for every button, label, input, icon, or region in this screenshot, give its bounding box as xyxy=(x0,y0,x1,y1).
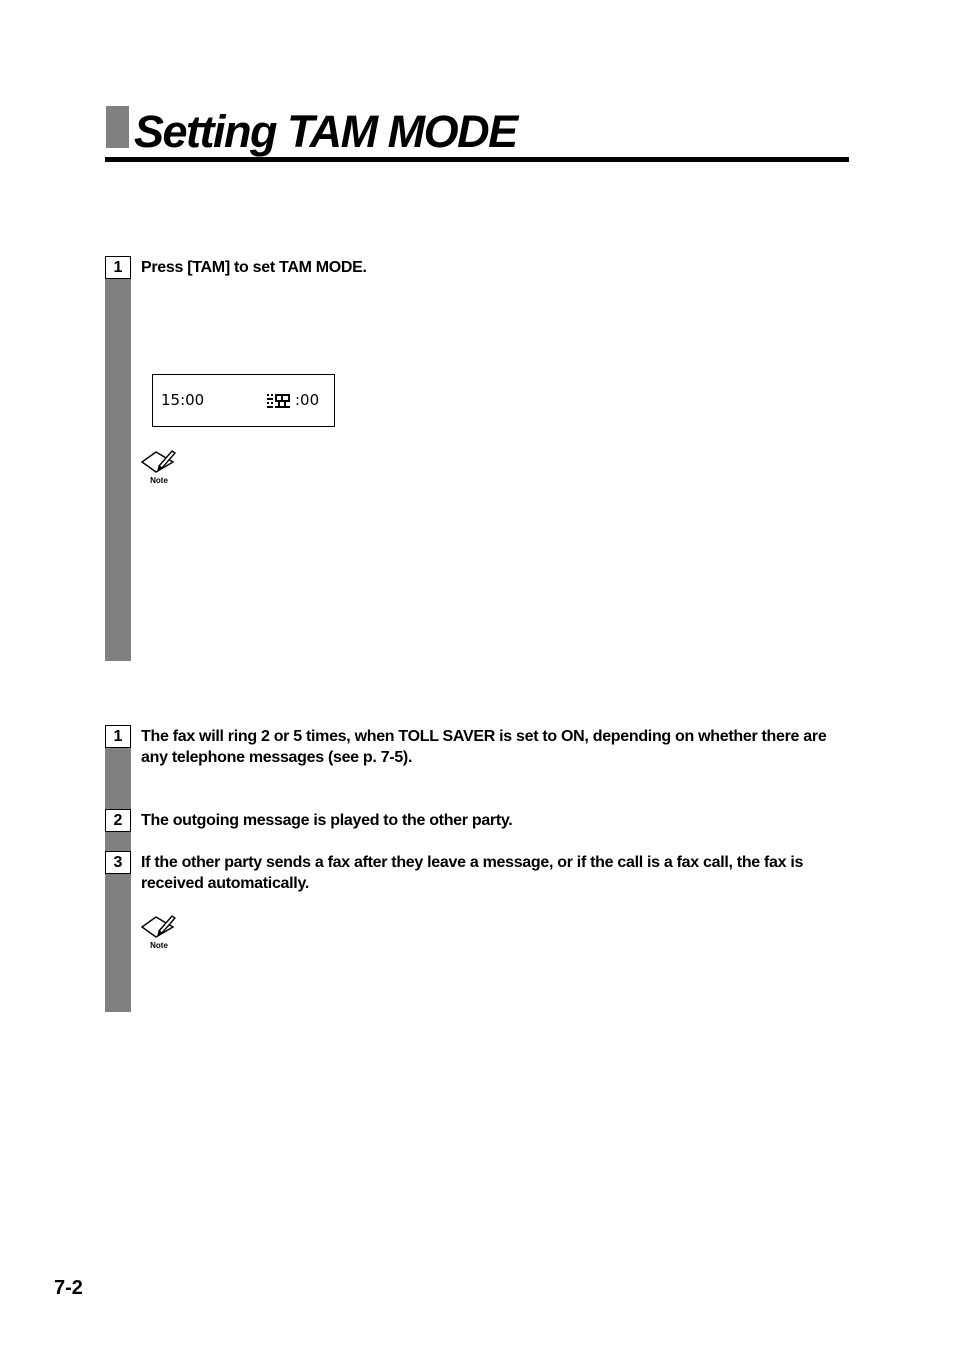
section1-step1-text: Press [TAM] to set TAM MODE. xyxy=(141,259,367,276)
section1-step1-number: 1 xyxy=(105,256,131,279)
section2-step3-number: 3 xyxy=(105,851,131,874)
note-icon xyxy=(140,449,180,489)
note-icon xyxy=(140,914,180,954)
section1-side-bar xyxy=(105,257,131,661)
title-accent-block xyxy=(106,106,129,148)
lcd-seconds: :00 xyxy=(295,391,320,409)
section2-step1-text: The fax will ring 2 or 5 times, when TOLL SAVER is set to ON, depending on whether there are any telephone messages (see p. 7-5). xyxy=(141,728,827,766)
page-number: 7-2 xyxy=(54,1277,83,1299)
note-label: Note xyxy=(150,476,168,485)
section2-step1-number: 1 xyxy=(105,725,131,748)
tam-mode-icon xyxy=(267,393,290,409)
section2-step2-number: 2 xyxy=(105,809,131,832)
page-title: Setting TAM MODE xyxy=(134,106,517,157)
section2-step2-text: The outgoing message is played to the other party. xyxy=(141,812,513,829)
lcd-time: 15:00 xyxy=(161,391,205,409)
title-rule xyxy=(105,157,849,162)
note-label: Note xyxy=(150,941,168,950)
lcd-display xyxy=(152,374,335,427)
section2-step3-text: If the other party sends a fax after they leave a message, or if the call is a fax call, the fax is received automatically. xyxy=(141,854,804,892)
